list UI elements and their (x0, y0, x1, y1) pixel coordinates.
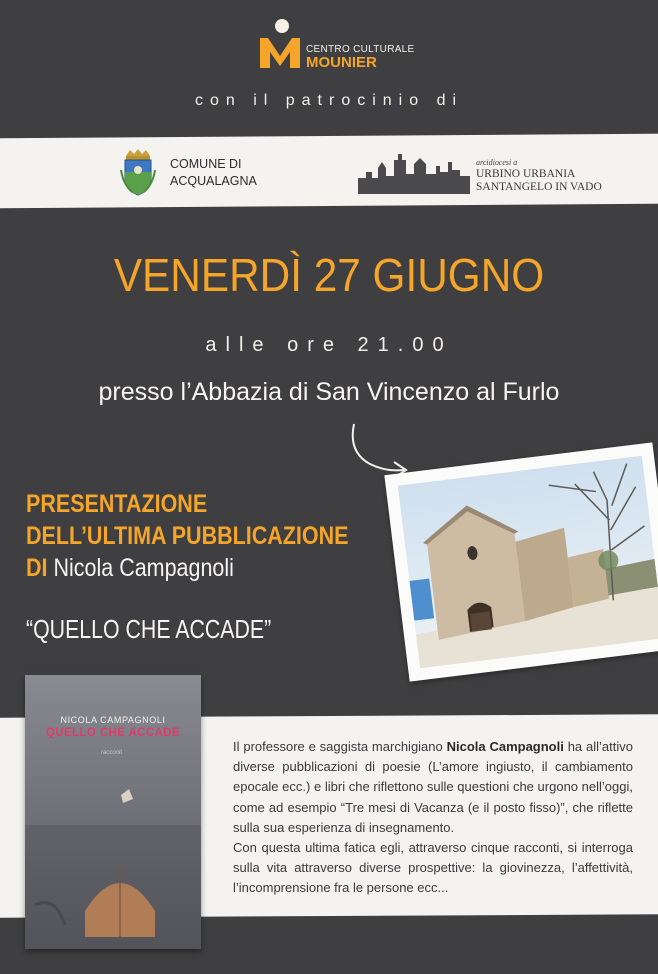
book-title-heading: “QUELLO CHE ACCADE” (26, 614, 272, 644)
acqualagna-crest-icon (120, 148, 156, 196)
comune-name-line2: ACQUALAGNA (170, 174, 257, 188)
event-date: VENERDÌ 27 GIUGNO (113, 249, 545, 301)
presentation-line2: DELL’ULTIMA PUBBLICAZIONE (26, 522, 349, 550)
diocese-name-line1: URBINO URBANIA (476, 168, 576, 180)
cover-subtitle: racconti (101, 750, 123, 756)
mounier-logo (258, 18, 415, 74)
description-text (233, 737, 633, 899)
patronage-text: con il patrocinio di (194, 92, 464, 109)
event-time: alle ore 21.00 (205, 334, 453, 356)
description-second: Con questa ultima fatica egli, attraverso cinque racconti, si interroga sulla vita attraverso diverse prospettive: la giovinezza, l’affettività, l’incomprensione fra le persone ecc... (233, 840, 633, 896)
description-body: ha all’attivo diverse pubblicazioni di poesie (L’amore ingiusto, il cambiamento epocale ecc.) e libri che riflettono sulle questioni che urgono nell’oggi, come ad esempio “Tre mesi di Vacanza (e il posto fisso)”, che riflette sulla sua esperienza di insegnamento. (233, 739, 633, 835)
city-skyline-icon (358, 150, 470, 194)
author-name: Nicola Campagnoli (53, 554, 234, 582)
event-venue: presso l’Abbazia di San Vincenzo al Furlo (98, 378, 560, 406)
abbey-photo (384, 442, 658, 681)
cover-author: NICOLA CAMPAGNOLI (60, 715, 166, 725)
presentation-prefix: DI (26, 554, 48, 582)
comune-name-line1: COMUNE DI (170, 157, 242, 171)
abbey-photo-image (398, 456, 658, 669)
description-intro: Il professore e saggista marchigiano (233, 739, 443, 754)
cover-title: QUELLO CHE ACCADE (45, 727, 181, 739)
description-author: Nicola Campagnoli (446, 739, 564, 754)
org-name-line1: CENTRO CULTURALE (306, 44, 415, 55)
diocese-name-line2: SANTANGELO IN VADO (476, 181, 602, 193)
mounier-logo-icon (258, 18, 302, 68)
presentation-line3 (26, 554, 234, 583)
org-name-line2: MOUNIER (306, 54, 377, 71)
presentation-line1: PRESENTAZIONE (26, 490, 208, 518)
book-cover (25, 675, 201, 949)
diocese-prefix: arcidiocesi a (476, 158, 518, 167)
